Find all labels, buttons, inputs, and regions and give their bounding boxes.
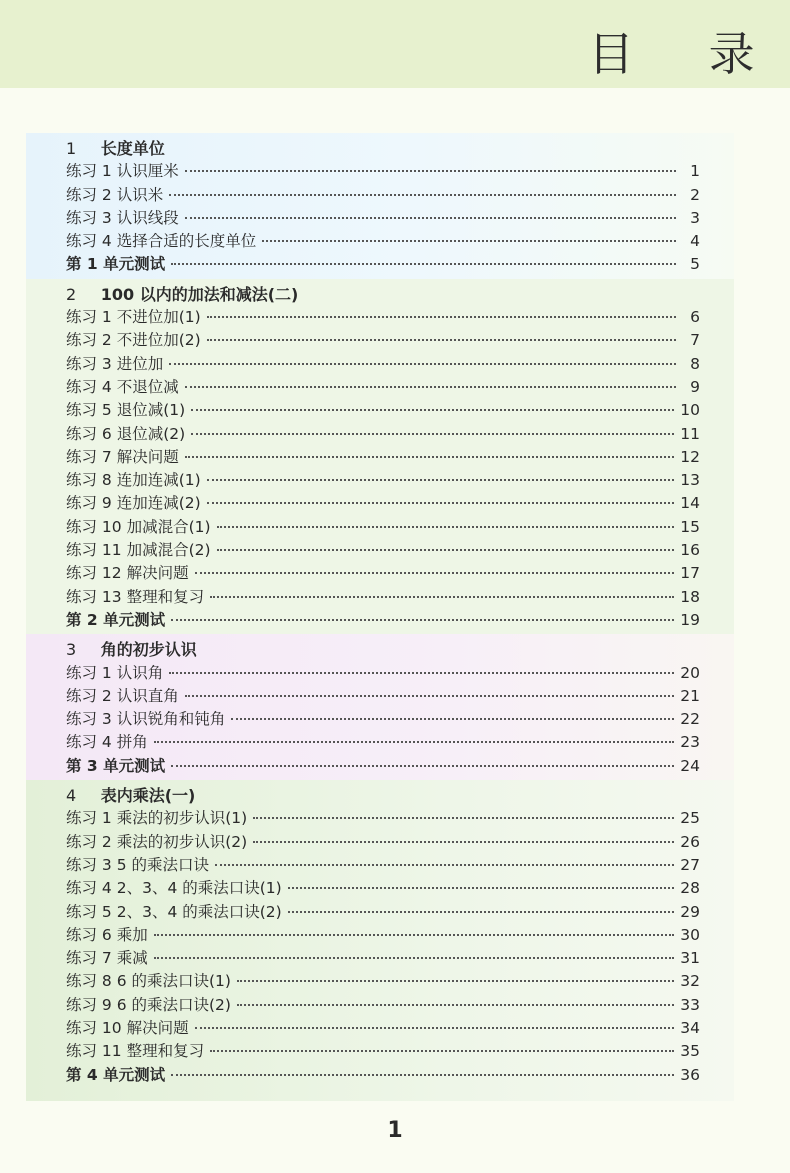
toc-entry[interactable] [26, 662, 734, 685]
toc-entry[interactable] [26, 994, 734, 1017]
dot-leader [210, 596, 674, 598]
toc-entry[interactable] [26, 854, 734, 877]
section-title: 100 以内的加法和减法(二) [100, 284, 299, 304]
entry-page-number: 29 [680, 902, 700, 921]
toc-entry[interactable] [26, 970, 734, 993]
entry-page-number: 32 [680, 972, 700, 991]
toc-section [26, 780, 734, 1101]
dot-leader [154, 741, 675, 743]
toc-entry[interactable] [26, 353, 734, 376]
dot-leader [288, 911, 675, 913]
toc-entry[interactable] [26, 731, 734, 754]
entry-label: 练习 2 认识米 [66, 185, 164, 204]
entry-page-number: 16 [680, 541, 700, 560]
toc-entry[interactable] [26, 685, 734, 708]
entry-label: 练习 5 2、3、4 的乘法口诀(2) [66, 902, 282, 921]
table-of-contents [26, 133, 734, 1101]
unit-test-label: 第 4 单元测试 [66, 1065, 166, 1084]
toc-entry[interactable] [26, 376, 734, 399]
entry-page-number: 15 [680, 517, 700, 536]
dot-leader [207, 502, 675, 504]
dot-leader [237, 1004, 674, 1006]
entry-page-number: 28 [680, 879, 700, 898]
entry-label: 练习 9 连加连减(2) [66, 494, 201, 513]
entry-label: 练习 5 退位减(1) [66, 401, 186, 420]
unit-test-entry[interactable] [26, 755, 734, 778]
entry-page-number: 23 [680, 733, 700, 752]
toc-section [26, 634, 734, 780]
entry-page-number: 13 [680, 471, 700, 490]
entry-page-number: 1 [690, 162, 700, 181]
unit-test-label: 第 3 单元测试 [66, 756, 166, 775]
entry-label: 练习 7 解决问题 [66, 447, 179, 466]
entry-page-number: 31 [680, 949, 700, 968]
dot-leader [195, 1027, 675, 1029]
dot-leader [253, 817, 674, 819]
entry-label: 练习 1 认识厘米 [66, 162, 179, 181]
toc-entry[interactable] [26, 446, 734, 469]
toc-section [26, 279, 734, 634]
toc-entry[interactable] [26, 306, 734, 329]
toc-entry[interactable] [26, 469, 734, 492]
dot-leader [154, 934, 675, 936]
entry-page-number: 17 [680, 564, 700, 583]
entry-label: 练习 13 整理和复习 [66, 587, 205, 606]
entry-page-number: 21 [680, 686, 700, 705]
toc-entry[interactable] [26, 708, 734, 731]
entry-label: 练习 4 2、3、4 的乘法口诀(1) [66, 879, 282, 898]
section-heading [26, 784, 734, 807]
toc-entry[interactable] [26, 492, 734, 515]
entry-page-number: 25 [680, 809, 700, 828]
dot-leader [169, 363, 676, 365]
dot-leader [154, 957, 675, 959]
entry-page-number: 14 [680, 494, 700, 513]
dot-leader [191, 409, 674, 411]
entry-page-number: 8 [690, 354, 700, 373]
entry-label: 练习 1 认识角 [66, 663, 164, 682]
dot-leader [217, 526, 675, 528]
toc-entry[interactable] [26, 329, 734, 352]
entry-page-number: 22 [680, 710, 700, 729]
dot-leader [288, 887, 675, 889]
entry-page-number: 34 [680, 1018, 700, 1037]
toc-entry[interactable] [26, 207, 734, 230]
entry-label: 练习 9 6 的乘法口诀(2) [66, 995, 231, 1014]
section-title: 表内乘法(一) [100, 786, 196, 806]
entry-label: 练习 1 乘法的初步认识(1) [66, 809, 248, 828]
entry-label: 练习 12 解决问题 [66, 564, 189, 583]
unit-test-entry[interactable] [26, 1064, 734, 1087]
dot-leader [207, 479, 675, 481]
entry-page-number: 30 [680, 925, 700, 944]
section-title: 长度单位 [100, 139, 165, 158]
entry-page-number: 20 [680, 663, 700, 682]
dot-leader [169, 672, 674, 674]
toc-entry[interactable] [26, 947, 734, 970]
toc-entry[interactable] [26, 539, 734, 562]
page-number: 1 [387, 1118, 403, 1143]
entry-label: 练习 1 不进位加(1) [66, 308, 201, 327]
toc-section [26, 133, 734, 279]
entry-label: 练习 11 加减混合(2) [66, 541, 211, 560]
unit-test-label: 第 2 单元测试 [66, 610, 166, 629]
toc-entry[interactable] [26, 924, 734, 947]
entry-page-number: 27 [680, 855, 700, 874]
dot-leader [253, 841, 674, 843]
entry-label: 练习 8 连加连减(1) [66, 471, 201, 490]
unit-test-label: 第 1 单元测试 [66, 255, 166, 274]
section-title: 角的初步认识 [100, 640, 197, 660]
dot-leader [207, 339, 676, 341]
toc-entry[interactable] [26, 160, 734, 183]
toc-entry[interactable] [26, 399, 734, 422]
toc-entry[interactable] [26, 423, 734, 446]
dot-leader [231, 718, 674, 720]
toc-entry[interactable] [26, 901, 734, 924]
entry-page-number: 24 [680, 756, 700, 775]
section-number: 2 [66, 284, 77, 304]
dot-leader [185, 217, 676, 219]
entry-page-number: 10 [680, 401, 700, 420]
entry-page-number: 7 [690, 331, 700, 350]
toc-entry[interactable] [26, 1017, 734, 1040]
entry-label: 练习 8 6 的乘法口诀(1) [66, 972, 231, 991]
section-heading [26, 638, 734, 661]
entry-page-number: 11 [680, 424, 700, 443]
dot-leader [210, 1050, 674, 1052]
dot-leader [237, 980, 674, 982]
toc-entry[interactable] [26, 586, 734, 609]
entry-label: 练习 11 整理和复习 [66, 1042, 205, 1061]
page-title: 目 录 [588, 27, 785, 81]
entry-label: 练习 3 认识线段 [66, 208, 179, 227]
entry-page-number: 36 [680, 1065, 700, 1084]
entry-page-number: 3 [690, 208, 700, 227]
dot-leader [217, 549, 675, 551]
entry-label: 练习 4 不退位减 [66, 377, 179, 396]
entry-page-number: 33 [680, 995, 700, 1014]
dot-leader [185, 695, 675, 697]
entry-label: 练习 3 5 的乘法口诀 [66, 855, 210, 874]
entry-page-number: 35 [680, 1042, 700, 1061]
toc-entry[interactable] [26, 831, 734, 854]
dot-leader [171, 765, 674, 767]
dot-leader [215, 864, 674, 866]
entry-label: 练习 4 拼角 [66, 733, 148, 752]
toc-entry[interactable] [26, 877, 734, 900]
section-heading [26, 137, 734, 160]
entry-label: 练习 4 选择合适的长度单位 [66, 232, 257, 251]
entry-page-number: 9 [690, 377, 700, 396]
entry-label: 练习 6 退位减(2) [66, 424, 186, 443]
entry-page-number: 19 [680, 610, 700, 629]
dot-leader [195, 572, 675, 574]
dot-leader [207, 316, 676, 318]
section-number: 4 [66, 786, 77, 806]
entry-page-number: 18 [680, 587, 700, 606]
dot-leader [185, 170, 676, 172]
unit-test-entry[interactable] [26, 609, 734, 632]
dot-leader [185, 386, 676, 388]
toc-entry[interactable] [26, 516, 734, 539]
dot-leader [171, 619, 674, 621]
dot-leader [185, 456, 675, 458]
toc-entry[interactable] [26, 184, 734, 207]
entry-page-number: 6 [690, 308, 700, 327]
dot-leader [262, 240, 676, 242]
section-number: 3 [66, 640, 77, 660]
section-heading [26, 283, 734, 306]
entry-label: 练习 10 加减混合(1) [66, 517, 211, 536]
entry-page-number: 4 [690, 232, 700, 251]
toc-entry[interactable] [26, 1040, 734, 1063]
entry-label: 练习 2 不进位加(2) [66, 331, 201, 350]
entry-page-number: 2 [690, 185, 700, 204]
toc-entry[interactable] [26, 562, 734, 585]
entry-page-number: 5 [690, 255, 700, 274]
entry-label: 练习 3 进位加 [66, 354, 164, 373]
dot-leader [191, 433, 674, 435]
toc-entry[interactable] [26, 807, 734, 830]
entry-label: 练习 2 认识直角 [66, 686, 179, 705]
dot-leader [171, 1074, 674, 1076]
section-number: 1 [66, 139, 77, 158]
dot-leader [169, 194, 676, 196]
entry-label: 练习 7 乘减 [66, 949, 148, 968]
dot-leader [171, 263, 676, 265]
entry-page-number: 26 [680, 832, 700, 851]
entry-label: 练习 3 认识锐角和钝角 [66, 710, 226, 729]
entry-label: 练习 2 乘法的初步认识(2) [66, 832, 248, 851]
entry-label: 练习 10 解决问题 [66, 1018, 189, 1037]
toc-entry[interactable] [26, 230, 734, 253]
unit-test-entry[interactable] [26, 253, 734, 276]
entry-label: 练习 6 乘加 [66, 925, 148, 944]
entry-page-number: 12 [680, 447, 700, 466]
